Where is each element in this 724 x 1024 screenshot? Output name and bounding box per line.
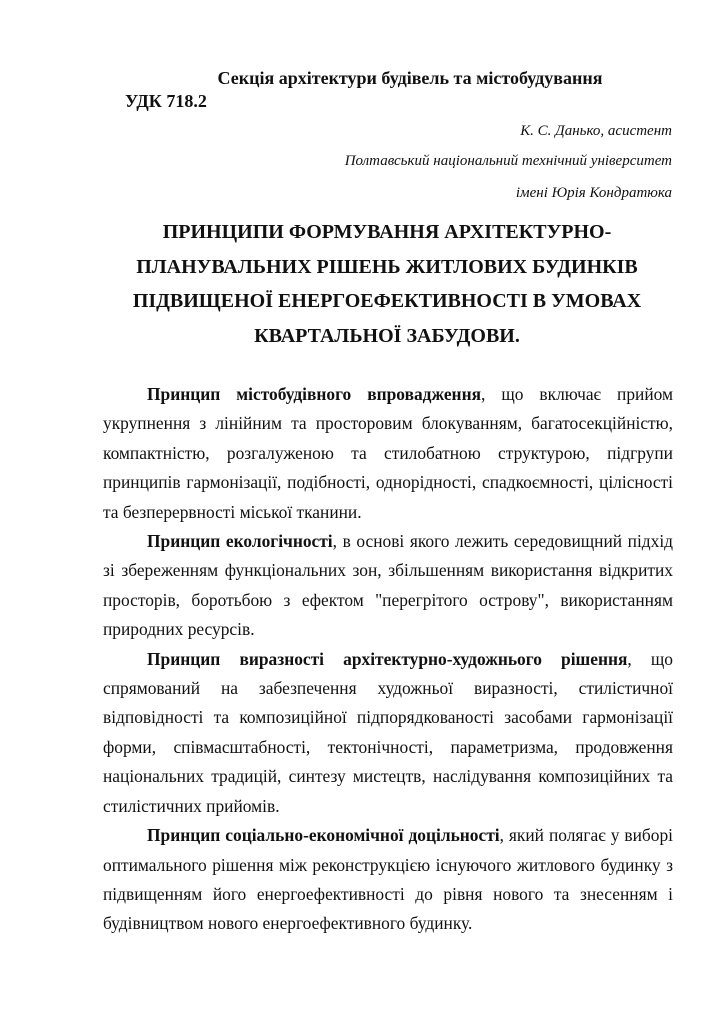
paragraph-text: , що включає прийом укрупнення з лінійним та просторовим блокуванням, багатосекційністю, компактністю, розгалуженою та стилобатною структурою, підгрупи принципів гармонізації, подібності, однорідності, спадкоємності, цілісності та безперервності міської тканини. xyxy=(103,384,673,522)
paragraph-lead: Принцип виразності архітектурно-художнього рішення xyxy=(147,648,628,669)
author: К. С. Данько, асистент xyxy=(520,123,672,139)
udk-code: УДК 718.2 xyxy=(125,91,207,111)
paragraph-lead: Принцип соціально-економічної доцільності xyxy=(147,825,500,846)
paragraph-text: , що спрямований на забезпечення художньої виразності, стилістичної відповідності та композиційної підпорядкованості засобами гармонізації форми, співмасштабності, тектонічності, параметризма, продовження національних традицій, синтезу мистецтв, наслідування композиційних та стилістичних прийомів. xyxy=(103,648,673,816)
paragraph xyxy=(103,380,673,527)
paragraph xyxy=(103,527,673,645)
affiliation-line-2: імені Юрія Кондратюка xyxy=(515,185,672,201)
article-title: ПРИНЦИПИ ФОРМУВАННЯ АРХІТЕКТУРНО-ПЛАНУВАЛЬНИХ РІШЕНЬ ЖИТЛОВИХ БУДИНКІВ ПІДВИЩЕНОЇ ЕНЕРГОЕФЕКТИВНОСТІ В УМОВАХ КВАРТАЛЬНОЇ ЗАБУДОВИ. xyxy=(132,221,642,347)
paragraph-lead: Принцип екологічності xyxy=(147,531,333,552)
article-body xyxy=(103,380,673,939)
paragraph xyxy=(103,645,673,821)
paragraph-lead: Принцип містобудівного впровадження xyxy=(147,384,481,404)
paragraph-text: , в основі якого лежить середовищний підхід зі збереженням функціональних зон, збільшенням використання відкритих просторів, боротьбою з ефектом "перегрітого острову", використанням природних ресурсів. xyxy=(103,531,674,640)
paragraph xyxy=(103,821,673,939)
paragraph-text: , який полягає у виборі оптимального рішення між реконструкцією існуючого житлового будинку з підвищенням його енергоефективності до рівня нового та знесенням і будівництвом нового енергоефективного будинку. xyxy=(103,825,673,934)
affiliation-line-1: Полтавський національний технічний університет xyxy=(344,153,672,169)
section-heading: Секція архітектури будівель та містобудування xyxy=(217,68,603,88)
